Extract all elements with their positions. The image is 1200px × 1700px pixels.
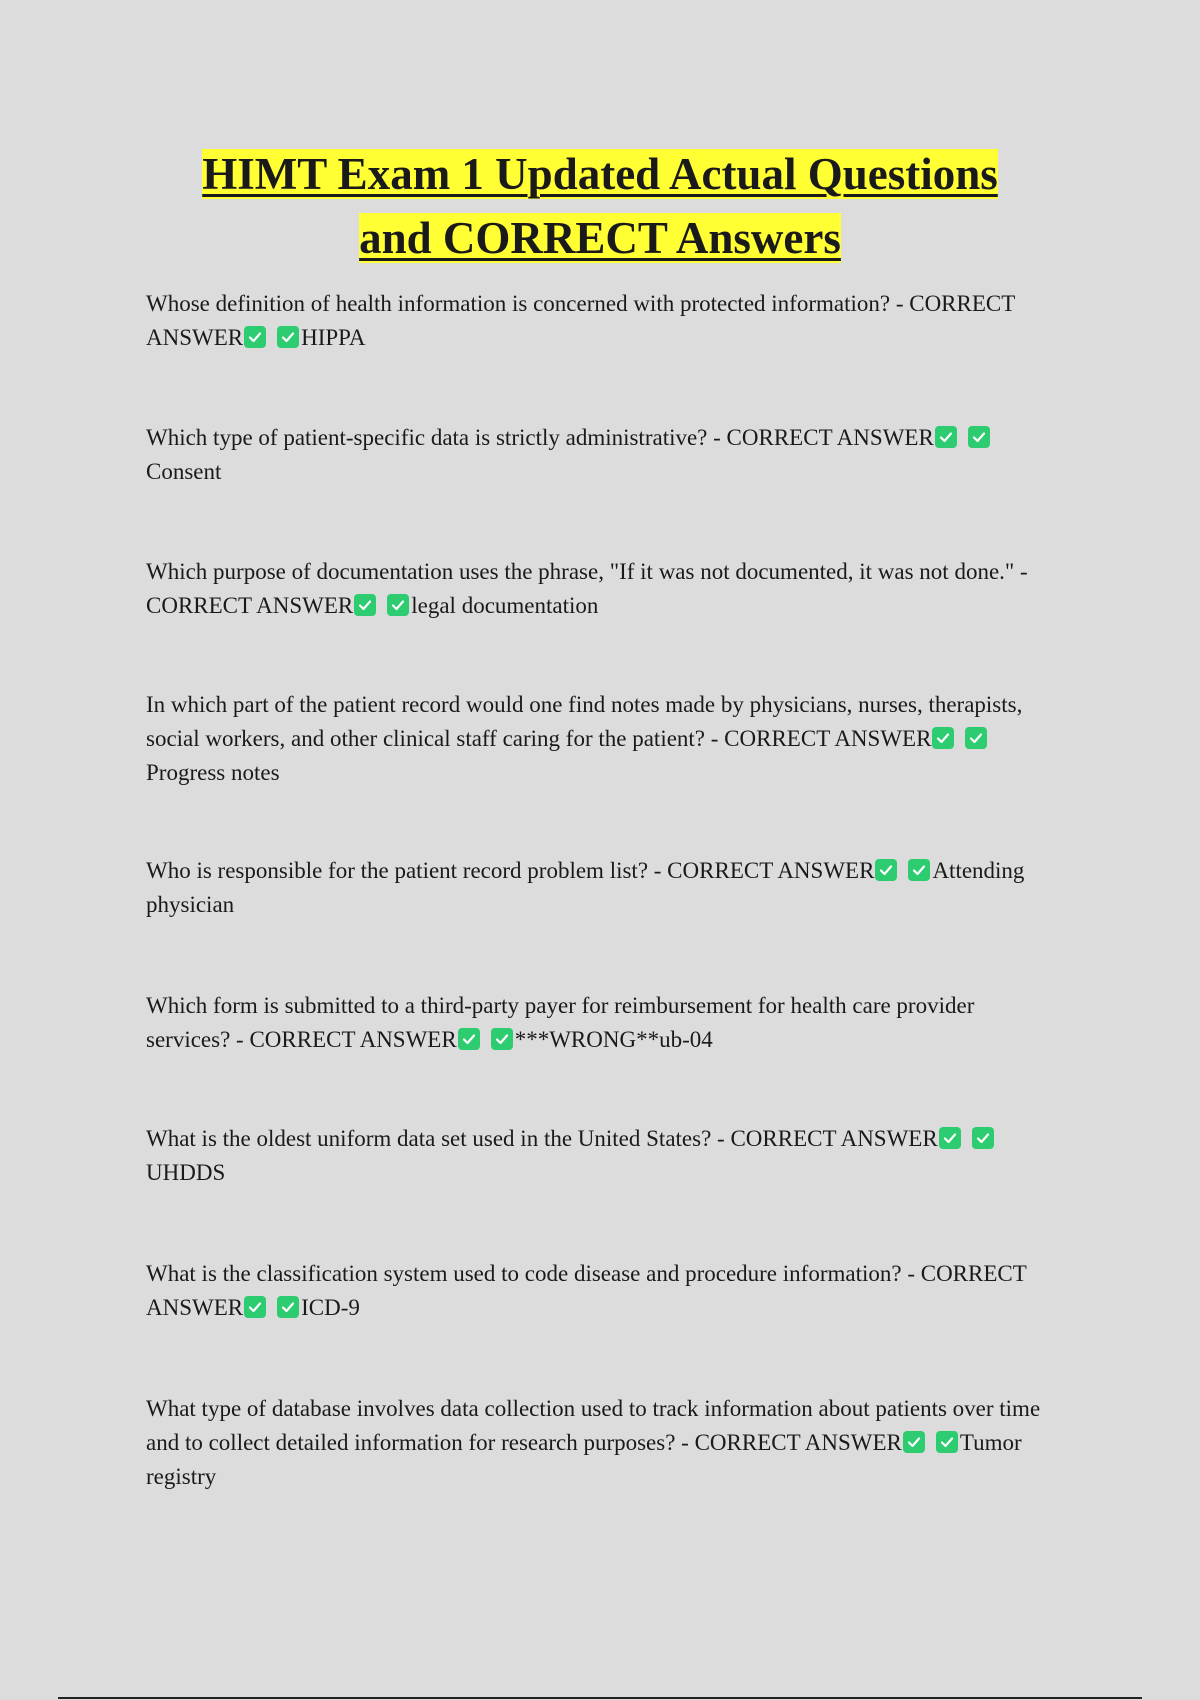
check-mark-icon xyxy=(387,594,409,616)
check-mark-icon xyxy=(908,859,930,881)
answer-text: Progress notes xyxy=(146,760,280,785)
answer-text: UHDDS xyxy=(146,1160,226,1185)
qa-item xyxy=(146,688,1046,790)
qa-item xyxy=(146,1392,1046,1494)
answer-text: Attending physician xyxy=(146,858,1025,917)
check-mark-icon xyxy=(458,1028,480,1050)
qa-item xyxy=(146,1257,1046,1325)
answer-text: ***WRONG**ub-04 xyxy=(514,1027,713,1052)
check-mark-icon xyxy=(277,326,299,348)
question-text: Whose definition of health information is concerned with protected information? - CORRECT ANSWER xyxy=(146,291,1015,350)
answer-text: ICD-9 xyxy=(301,1295,360,1320)
check-mark-icon xyxy=(244,326,266,348)
page-bottom-rule xyxy=(58,1697,1142,1699)
check-mark-icon xyxy=(354,594,376,616)
check-mark-icon xyxy=(491,1028,513,1050)
question-text: What is the oldest uniform data set used in the United States? - CORRECT ANSWER xyxy=(146,1126,938,1151)
qa-item xyxy=(146,1122,1046,1190)
check-mark-icon xyxy=(936,1431,958,1453)
title-line-2: and CORRECT Answers xyxy=(359,213,841,263)
answer-text: HIPPA xyxy=(301,325,366,350)
check-mark-icon xyxy=(277,1296,299,1318)
check-mark-icon xyxy=(972,1127,994,1149)
qa-item xyxy=(146,287,1046,355)
answer-text: Tumor registry xyxy=(146,1430,1022,1489)
title-line-1: HIMT Exam 1 Updated Actual Questions xyxy=(202,149,998,199)
check-mark-icon xyxy=(968,426,990,448)
question-text: Which purpose of documentation uses the phrase, "If it was not documented, it was not done." - CORRECT ANSWER xyxy=(146,559,1028,618)
answer-text: legal documentation xyxy=(411,593,599,618)
check-mark-icon xyxy=(244,1296,266,1318)
question-text: Which type of patient-specific data is strictly administrative? - CORRECT ANSWER xyxy=(146,425,934,450)
qa-item xyxy=(146,421,1046,489)
question-text: In which part of the patient record would one find notes made by physicians, nurses, therapists, social workers, and other clinical staff caring for the patient? - CORRECT ANSWER xyxy=(146,692,1023,751)
question-text: What is the classification system used to code disease and procedure information? - CORRECT ANSWER xyxy=(146,1261,1027,1320)
check-mark-icon xyxy=(875,859,897,881)
answer-text: Consent xyxy=(146,459,222,484)
qa-item xyxy=(146,989,1046,1057)
qa-item xyxy=(146,854,1046,922)
check-mark-icon xyxy=(903,1431,925,1453)
check-mark-icon xyxy=(932,727,954,749)
question-text: Who is responsible for the patient record problem list? - CORRECT ANSWER xyxy=(146,858,875,883)
check-mark-icon xyxy=(935,426,957,448)
question-text: What type of database involves data collection used to track information about patients over time and to collect detailed information for research purposes? - CORRECT ANSWER xyxy=(146,1396,1041,1455)
document-title xyxy=(150,142,1050,270)
check-mark-icon xyxy=(965,727,987,749)
question-text: Which form is submitted to a third-party payer for reimbursement for health care provider services? - CORRECT ANSWER xyxy=(146,993,975,1052)
check-mark-icon xyxy=(939,1127,961,1149)
qa-item xyxy=(146,555,1046,623)
